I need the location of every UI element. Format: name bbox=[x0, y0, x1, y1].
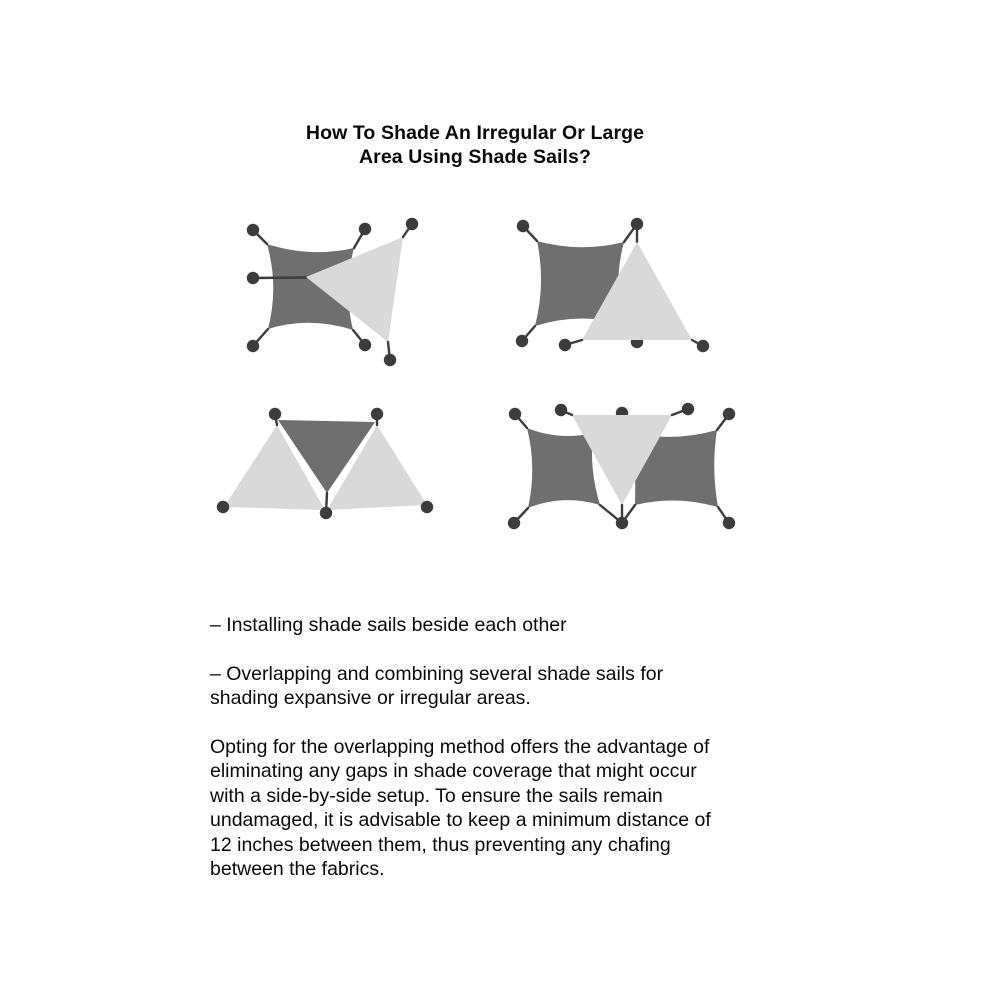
paragraph-line: eliminating any gaps in shade coverage that might occur bbox=[210, 760, 697, 782]
diagram-two-triangles-with-inverted-triangle bbox=[215, 400, 440, 525]
paragraph-line: between the fabrics. bbox=[210, 858, 385, 880]
paragraph-line: 12 inches between them, thus preventing any chafing bbox=[210, 833, 671, 856]
paragraph-overlapping-advantage bbox=[210, 735, 790, 882]
paragraph-line: Opting for the overlapping method offers the advantage of bbox=[210, 735, 710, 758]
diagram-square-sail-with-left-pointing-triangle bbox=[220, 205, 420, 375]
bullet-line: – Overlapping and combining several shade sails for bbox=[210, 662, 664, 685]
paragraph-line: with a side-by-side setup. To ensure the sails remain bbox=[210, 784, 663, 807]
bullet-line: – Installing shade sails beside each other bbox=[210, 614, 567, 636]
bullet-installing-side-by-side bbox=[210, 613, 790, 638]
diagram-two-squares-with-inverted-triangle bbox=[500, 395, 745, 535]
title-line-2: Area Using Shade Sails? bbox=[358, 145, 592, 168]
bullet-overlapping-method bbox=[210, 662, 790, 711]
paragraph-line: undamaged, it is advisable to keep a minimum distance of bbox=[210, 809, 711, 831]
title-line-1: How To Shade An Irregular Or Large bbox=[305, 122, 645, 144]
body-text bbox=[210, 613, 790, 882]
page-title bbox=[210, 122, 740, 169]
diagram-square-sail-with-bottom-triangle bbox=[505, 205, 715, 360]
bullet-line: shading expansive or irregular areas. bbox=[210, 687, 531, 709]
